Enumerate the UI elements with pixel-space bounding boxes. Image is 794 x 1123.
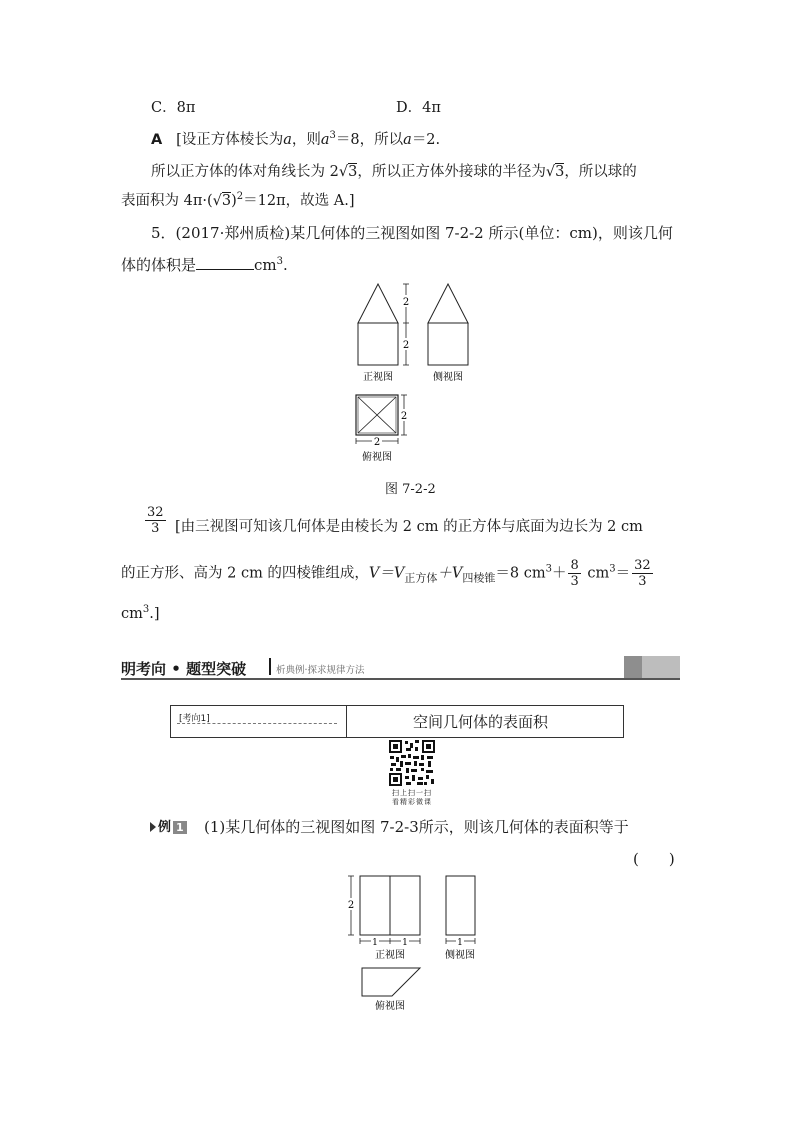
- front-view-label: 正视图: [375, 950, 405, 961]
- side-view-label: 侧视图: [445, 950, 475, 961]
- side-view-triangle: [428, 284, 468, 323]
- figure-7-2-2-svg: [340, 280, 480, 470]
- side-view-rect: [446, 876, 475, 935]
- answer-5-fraction: $\frac{32}{3}$: [147, 505, 164, 536]
- question-5-line-1: 5．(2017·郑州质检)某几何体的三视图如图 7-2-2 所示(单位：cm)，则该几何: [151, 224, 673, 242]
- answer-5-line-1: [由三视图可知该几何体是由棱长为 2 cm 的正方体与底面为边长为 2 cm: [175, 519, 643, 535]
- dim-label-w1: 1: [372, 938, 378, 948]
- top-view-label: 俯视图: [375, 1001, 405, 1012]
- answer-4-line-3: 表面积为 $4\pi\cdot(√3)^2=12\pi$，故选 A.]: [121, 191, 355, 209]
- example-1-text: (1)某几何体的三视图如图 7-2-3所示，则该几何体的表面积等于: [204, 818, 629, 836]
- answer-blank: [196, 269, 254, 270]
- figure-7-2-3: [340, 870, 485, 1015]
- dim-label-w2: 1: [402, 938, 408, 948]
- dim-label-right: 2: [400, 411, 408, 422]
- dim-label-side-w: 1: [457, 938, 463, 948]
- front-view-triangle: [358, 284, 398, 323]
- question-5-line-2: 体的体积是 $cm^3$.: [121, 256, 288, 274]
- answer-letter: A: [151, 132, 163, 148]
- answer-4-line-2: 所以正方体的体对角线长为 2√3，所以正方体外接球的半径为√3，所以球的: [151, 164, 637, 180]
- header-divider: [269, 658, 271, 675]
- option-c: C．8π: [151, 100, 196, 116]
- section-title: 明考向 • 题型突破: [121, 660, 247, 678]
- dim-label-height: 2: [347, 900, 355, 911]
- header-bar-dark: [624, 656, 642, 678]
- qr-code-icon: [388, 739, 436, 787]
- arrow-icon: [150, 822, 156, 832]
- qr-caption: 扫上扫一扫 看精彩微课: [392, 789, 432, 806]
- topic-title: 空间几何体的表面积: [413, 713, 549, 731]
- side-view-square: [428, 323, 468, 365]
- dim-label-bottom: 2: [373, 437, 381, 448]
- topic-tag: [考向1]: [179, 714, 210, 724]
- answer-5-line-3: $cm^3$.]: [121, 604, 160, 622]
- front-view-label: 正视图: [363, 372, 393, 383]
- example-1-label: 例 1: [150, 816, 187, 835]
- section-header: [121, 656, 680, 680]
- answer-paren: ( ): [633, 850, 675, 868]
- figure-7-2-2-caption: 图 7-2-2: [385, 482, 436, 497]
- figure-7-2-3-svg: [340, 870, 485, 1015]
- qr-code[interactable]: [388, 739, 436, 787]
- section-subtitle: 析典例·探求规律方法: [276, 665, 365, 676]
- side-view-label: 侧视图: [433, 372, 463, 383]
- dim-label-mid: 2: [402, 340, 410, 351]
- answer-4-line-1: A [设正方体棱长为a，则$a^3=8$，所以a＝2.: [151, 130, 441, 148]
- topic-box: [170, 705, 624, 738]
- option-d: D．4π: [396, 100, 441, 116]
- top-view-trapezoid: [362, 968, 420, 996]
- answer-5-line-2: 的正方形、高为 2 cm 的四棱锥组成，$V=V_{正方体}+V_{四棱锥}=8$ $cm^3+$ $\frac{8}{3}$ $cm^3=$ $\frac{32}{3}$: [121, 558, 651, 589]
- front-view-square: [358, 323, 398, 365]
- dim-label-top: 2: [402, 297, 410, 308]
- figure-7-2-2: [340, 280, 480, 470]
- top-view-label: 俯视图: [362, 452, 392, 463]
- example-number: 1: [173, 821, 187, 834]
